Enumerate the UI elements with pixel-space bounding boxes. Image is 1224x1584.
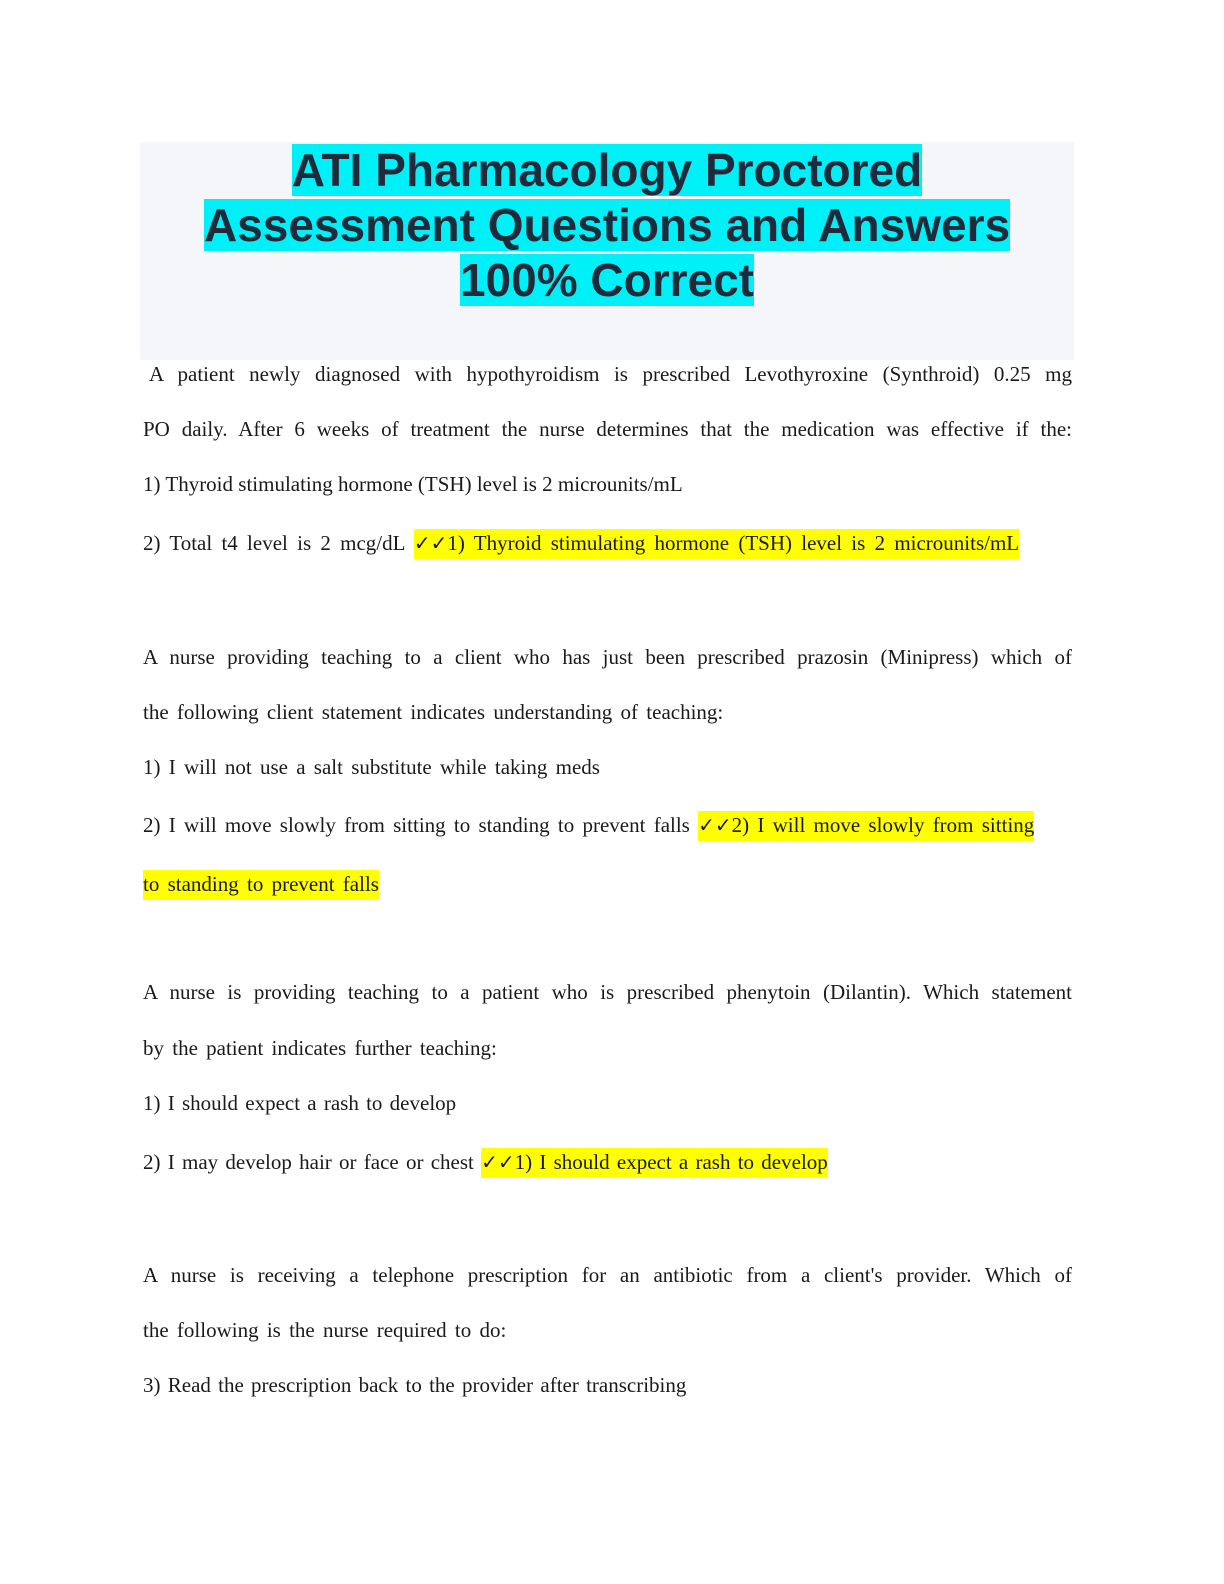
question-3-stem-line-2: by the patient indicates further teaching: <box>143 1036 497 1060</box>
question-3-stem-line-1: A nurse is providing teaching to a patient who is prescribed phenytoin (Dilantin). Which statement <box>143 980 1072 1004</box>
page-title-line-2: Assessment Questions and Answers <box>203 199 1011 251</box>
question-2-stem-line-2: the following client statement indicates understanding of teaching: <box>143 700 724 724</box>
question-4-option-3: 3) Read the prescription back to the provider after transcribing <box>143 1373 687 1397</box>
question-4-stem-line-1: A nurse is receiving a telephone prescription for an antibiotic from a client's provider. Which of <box>143 1263 1072 1287</box>
page-title-line-1: ATI Pharmacology Proctored <box>291 144 923 196</box>
question-4-stem-line-2: the following is the nurse required to do: <box>143 1318 507 1342</box>
question-2-answer-part-2: to standing to prevent falls <box>143 870 379 900</box>
question-3-option-1: 1) I should expect a rash to develop <box>143 1091 457 1115</box>
question-2-option-1: 1) I will not use a salt substitute while taking meds <box>143 755 600 779</box>
question-1-answer-highlight <box>414 529 1019 559</box>
question-3-answer-highlight <box>481 1148 828 1178</box>
question-2-answer-part-1: 2) I will move slowly from sitting <box>731 813 1035 837</box>
question-1-stem-line-2: PO daily. After 6 weeks of treatment the nurse determines that the medication was effective if the: <box>143 417 1072 441</box>
question-1-stem-line-1: A patient newly diagnosed with hypothyroidism is prescribed Levothyroxine (Synthroid) 0.25 mg <box>149 362 1072 386</box>
question-3-answer: 1) I should expect a rash to develop <box>514 1150 828 1174</box>
question-1-option-2: 2) Total t4 level is 2 mcg/dL <box>143 531 405 555</box>
double-check-icon: ✓✓ <box>698 813 732 837</box>
question-3-option-2: 2) I may develop hair or face or chest <box>143 1150 474 1174</box>
page-title-line-3: 100% Correct <box>459 254 755 306</box>
title-block <box>140 142 1074 360</box>
question-2-answer-line <box>143 813 1034 838</box>
question-2-stem-line-1: A nurse providing teaching to a client who has just been prescribed prazosin (Minipress) which of <box>143 645 1072 669</box>
question-1-option-1: 1) Thyroid stimulating hormone (TSH) level is 2 microunits/mL <box>143 472 683 496</box>
question-3-answer-line <box>143 1150 828 1175</box>
question-2-answer-highlight <box>698 811 1034 841</box>
question-1-answer: 1) Thyroid stimulating hormone (TSH) level is 2 microunits/mL <box>447 531 1020 555</box>
double-check-icon: ✓✓ <box>481 1150 515 1174</box>
question-2-option-2: 2) I will move slowly from sitting to standing to prevent falls <box>143 813 690 837</box>
question-1-answer-line <box>143 531 1019 556</box>
question-2-answer-continued <box>143 872 379 897</box>
double-check-icon: ✓✓ <box>413 531 448 555</box>
